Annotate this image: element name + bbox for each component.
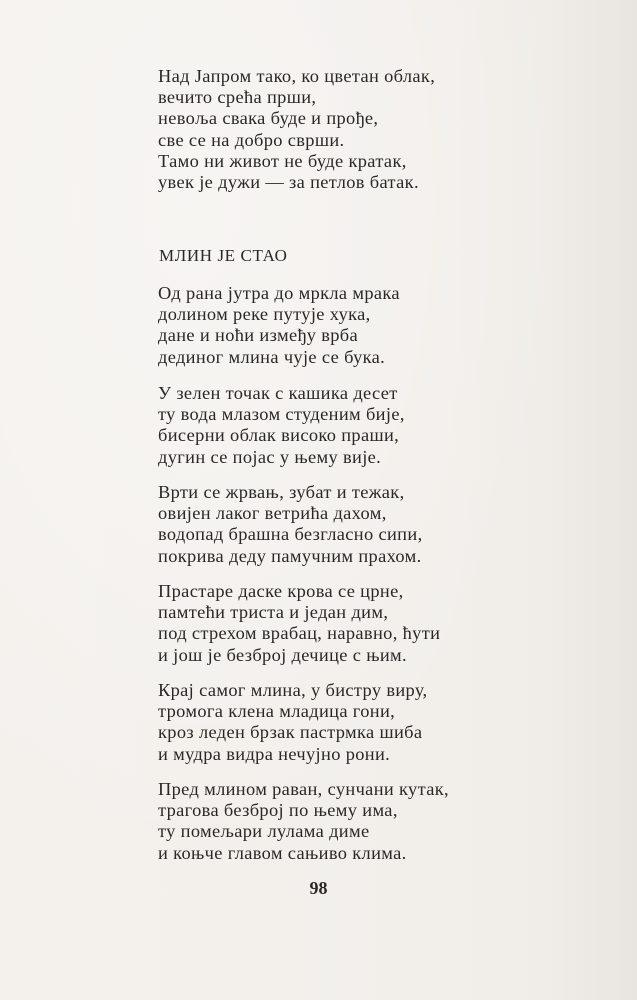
verse-line: увек је дужи — за петлов батак. bbox=[158, 172, 419, 193]
verse-line: невоља свака буде и прође, bbox=[158, 108, 379, 129]
verse-line: и мудра видра нечујно рони. bbox=[158, 743, 391, 764]
verse-line: покрива деду памучним прахом. bbox=[158, 545, 422, 566]
verse-line: У зелен точак с кашика десет bbox=[158, 383, 398, 403]
verse-line: водопад брашна безгласно сипи, bbox=[158, 524, 423, 545]
verse-line: ту вода млазом студеним бије, bbox=[158, 404, 405, 425]
verse-line: дане и ноћи између врба bbox=[158, 325, 359, 346]
verse-line: трагова безброј по њему има, bbox=[158, 800, 398, 821]
stanza-6 bbox=[158, 779, 558, 864]
verse-line: под стрехом врабац, наравно, ћути bbox=[158, 623, 441, 644]
verse-line: Пред млином раван, сунчани кутак, bbox=[158, 779, 449, 799]
stanza-1 bbox=[158, 283, 558, 368]
verse-line: памтећи триста и један дим, bbox=[158, 602, 389, 623]
verse-line: кроз леден брзак пастрмка шиба bbox=[158, 722, 423, 743]
stanza-2 bbox=[158, 383, 558, 468]
verse-line: тромога клена младица гони, bbox=[158, 701, 396, 722]
verse-line: ту помељари лулама диме bbox=[158, 821, 370, 842]
verse-line: Над Јапром тако, ко цветан облак, bbox=[158, 66, 436, 86]
verse-line: Врти се жрвањ, зубат и тежак, bbox=[158, 482, 405, 502]
stanza-4 bbox=[158, 581, 558, 666]
verse-line: долином реке путује хука, bbox=[158, 304, 371, 325]
verse-line: вечито срећа прши, bbox=[158, 87, 317, 108]
page-number: 98 bbox=[309, 878, 328, 898]
verse-line: Крај самог млина, у бистру виру, bbox=[158, 680, 428, 700]
page-edge-shadow bbox=[547, 0, 637, 1000]
verse-line: Од рана јутра до мркла мрака bbox=[158, 283, 400, 303]
verse-line: Прастаре даске крова се црне, bbox=[158, 581, 404, 601]
verse-line: дединог млина чује се бука. bbox=[158, 346, 386, 367]
verse-line: Тамо ни живот не буде кратак, bbox=[158, 150, 407, 171]
verse-line: и још је безброј дечице с њим. bbox=[158, 644, 407, 665]
stanza-3 bbox=[158, 482, 558, 567]
opening-stanza bbox=[158, 66, 558, 193]
verse-line: све се на добро сврши. bbox=[158, 129, 345, 150]
verse-line: и коњче главом сањиво клима. bbox=[158, 842, 407, 863]
verse-line: бисерни облак високо праши, bbox=[158, 425, 400, 446]
verse-line: овијен лаког ветрића дахом, bbox=[158, 503, 387, 524]
verse-line: дугин се појас у њему вије. bbox=[158, 446, 382, 467]
poem-title: МЛИН ЈЕ СТАО bbox=[159, 246, 288, 265]
stanza-5 bbox=[158, 680, 558, 765]
